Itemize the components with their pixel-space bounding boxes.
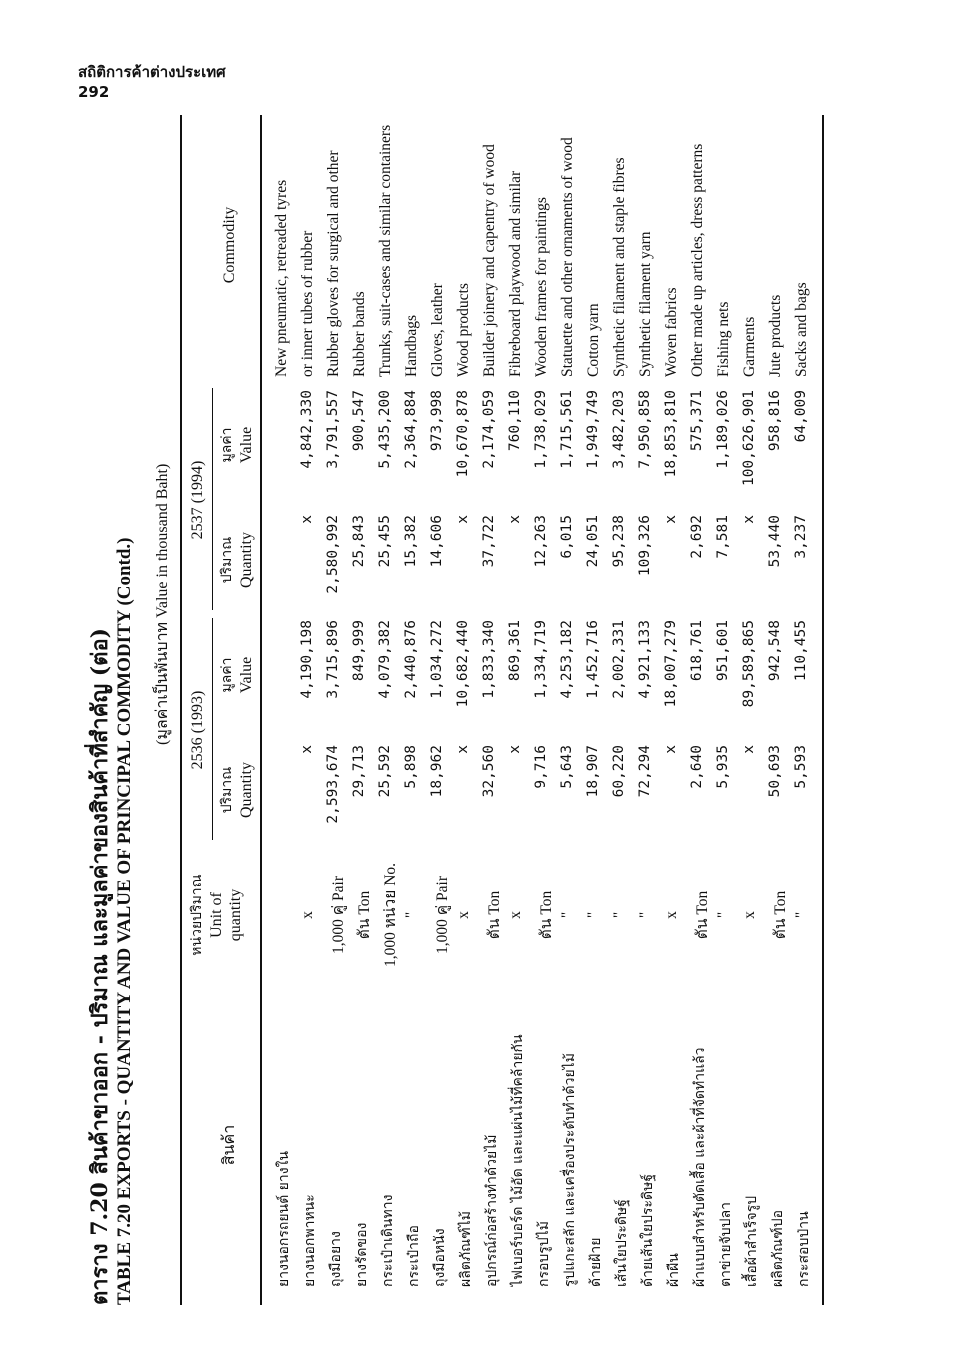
header-val-1993: [218, 625, 256, 725]
value-1994-cell: 1,189,026: [715, 390, 731, 469]
bottom-rule: [822, 115, 824, 1305]
unit-cell: ": [611, 911, 628, 919]
commodity-cell: Fibreboard playwood and similar: [507, 170, 524, 377]
quantity-1994-cell: x: [507, 515, 523, 524]
value-1993-cell: 2,002,331: [611, 620, 627, 699]
item-thai-cell: ผลิตภัณฑ์ปอ: [770, 1209, 786, 1287]
item-thai-cell: เส้นใยประดิษฐ์: [614, 1199, 630, 1287]
value-1994-cell: 10,670,878: [455, 390, 471, 478]
table-row: [322, 115, 348, 1305]
value-1993-cell: 1,034,272: [429, 620, 445, 699]
table-title-english: TABLE 7.20 EXPORTS - QUANTITY AND VALUE OF PRINCIPAL COMMODITY (Contd.): [114, 537, 135, 1305]
item-thai-cell: กระเป๋าถือ: [406, 1225, 422, 1287]
header-val-thai-1993: มูลค่า: [219, 657, 235, 693]
value-1993-cell: 951,601: [715, 620, 731, 682]
value-1994-cell: 64,009: [793, 390, 809, 443]
header-unit-en2: quantity: [227, 888, 244, 942]
unit-cell: x: [663, 911, 680, 919]
commodity-cell: New pneumatic, retreaded tyres: [273, 179, 290, 377]
quantity-1993-cell: 72,294: [637, 745, 653, 798]
quantity-1993-cell: 2,593,674: [325, 745, 341, 824]
value-1994-cell: 2,364,884: [403, 390, 419, 469]
quantity-1994-cell: 7,581: [715, 515, 731, 559]
item-thai-cell: ไฟเบอร์บอร์ด ไม้อัด และแผ่นไม้ที่คล้ายกัน: [510, 1034, 526, 1287]
table-row: [348, 115, 374, 1305]
header-qty-thai-1993: ปริมาณ: [219, 766, 235, 814]
commodity-cell: Handbags: [403, 315, 420, 377]
quantity-1993-cell: x: [455, 745, 471, 754]
unit-cell: ตัน Ton: [486, 890, 503, 940]
commodity-cell: Gloves, leather: [429, 283, 446, 377]
quantity-1993-cell: 5,935: [715, 745, 731, 789]
header-qty-en-1993: Quantity: [238, 762, 255, 818]
commodity-cell: Sacks and bags: [793, 282, 810, 377]
unit-cell: ตัน Ton: [538, 890, 555, 940]
quantity-1994-cell: x: [299, 515, 315, 524]
quantity-1993-cell: 25,592: [377, 745, 393, 798]
table-row: [608, 115, 634, 1305]
unit-cell: ": [637, 911, 654, 919]
value-1994-cell: 4,842,330: [299, 390, 315, 469]
value-1993-cell: 1,833,340: [481, 620, 497, 699]
quantity-1994-cell: 24,051: [585, 515, 601, 568]
quantity-1993-cell: 18,962: [429, 745, 445, 798]
commodity-cell: Garments: [741, 316, 758, 377]
table-row: [556, 115, 582, 1305]
unit-cell: ": [715, 911, 732, 919]
item-thai-cell: ถุงมือหนัง: [432, 1228, 448, 1287]
value-1994-cell: 3,791,557: [325, 390, 341, 469]
unit-cell: ": [403, 911, 420, 919]
unit-cell: ตัน Ton: [356, 890, 373, 940]
header-val-en-1993: Value: [238, 656, 255, 694]
unit-cell: x: [299, 911, 316, 919]
commodity-cell: Other made up articles, dress patterns: [689, 143, 706, 377]
value-1993-cell: 1,452,716: [585, 620, 601, 699]
item-thai-cell: ด้ายเส้นใยประดิษฐ์: [640, 1173, 656, 1287]
unit-cell: ": [793, 911, 810, 919]
quantity-1994-cell: 53,440: [767, 515, 783, 568]
header-bottom-rule: [260, 115, 262, 1305]
commodity-cell: or inner tubes of rubber: [299, 230, 316, 377]
table-row: [296, 115, 322, 1305]
running-head-title: สถิติการค้าต่างประเทศ: [78, 63, 226, 81]
item-thai-cell: ยางรัดของ: [354, 1222, 370, 1287]
value-1993-cell: 10,682,440: [455, 620, 471, 708]
table-row: [660, 115, 686, 1305]
header-val-1994: [218, 395, 256, 495]
quantity-1994-cell: 6,015: [559, 515, 575, 559]
table-row: [504, 115, 530, 1305]
value-1994-cell: 973,998: [429, 390, 445, 452]
header-qty-1994: [218, 510, 256, 610]
header-unit-en1: Unit of: [208, 892, 225, 938]
table-row: [400, 115, 426, 1305]
table-row: [530, 115, 556, 1305]
commodity-cell: Wooden frames for paintings: [533, 197, 550, 377]
value-1994-cell: 3,482,203: [611, 390, 627, 469]
value-1993-cell: 4,921,133: [637, 620, 653, 699]
running-head: [78, 62, 226, 102]
header-year-1994: 2537 (1994): [189, 460, 206, 540]
table-row: [452, 115, 478, 1305]
year-1994-rule: [212, 388, 213, 610]
unit-cell: x: [455, 911, 472, 919]
commodity-cell: Fishing nets: [715, 301, 732, 377]
table-row: [686, 115, 712, 1305]
value-1994-cell: 1,738,029: [533, 390, 549, 469]
quantity-1993-cell: 9,716: [533, 745, 549, 789]
quantity-1993-cell: 5,593: [793, 745, 809, 789]
value-1994-cell: 100,626,901: [741, 390, 757, 487]
header-unit: [188, 850, 245, 980]
value-1994-cell: 760,110: [507, 390, 523, 452]
quantity-1994-cell: x: [663, 515, 679, 524]
header-unit-thai: หน่วยปริมาณ: [189, 874, 205, 956]
value-1994-cell: 5,435,200: [377, 390, 393, 469]
value-1994-cell: 1,949,749: [585, 390, 601, 469]
unit-cell: ": [559, 911, 576, 919]
unit-cell: x: [741, 911, 758, 919]
unit-cell: 1,000 คู่ Pair: [434, 876, 451, 954]
quantity-1994-cell: 15,382: [403, 515, 419, 568]
value-1993-cell: 4,190,198: [299, 620, 315, 699]
table-row: [582, 115, 608, 1305]
value-1993-cell: 942,548: [767, 620, 783, 682]
value-1993-cell: 869,361: [507, 620, 523, 682]
value-1994-cell: 958,816: [767, 390, 783, 452]
header-item-thai: สินค้า: [221, 1124, 238, 1166]
quantity-1993-cell: 29,713: [351, 745, 367, 798]
commodity-cell: Synthetic filament and staple fibres: [611, 157, 628, 377]
unit-cell: 1,000 หน่วย No.: [382, 862, 399, 968]
value-1994-cell: 900,547: [351, 390, 367, 452]
quantity-1994-cell: 109,326: [637, 515, 653, 577]
item-thai-cell: รูปแกะสลัก และเครื่องประดับทำด้วยไม้: [562, 1053, 578, 1287]
quantity-1994-cell: 2,580,992: [325, 515, 341, 594]
header-val-thai-1994: มูลค่า: [219, 427, 235, 463]
quantity-1993-cell: 60,220: [611, 745, 627, 798]
table-row: [374, 115, 400, 1305]
commodity-cell: Trunks, suit-cases and similar containers: [377, 124, 394, 377]
unit-cell: ": [585, 911, 602, 919]
item-thai-cell: กระเป๋าเดินทาง: [380, 1194, 396, 1287]
value-1994-cell: 7,950,858: [637, 390, 653, 469]
header-qty-thai-1994: ปริมาณ: [219, 536, 235, 584]
value-1993-cell: 3,715,896: [325, 620, 341, 699]
quantity-1994-cell: 25,455: [377, 515, 393, 568]
table-row: [426, 115, 452, 1305]
quantity-1993-cell: 50,693: [767, 745, 783, 798]
quantity-1994-cell: 12,263: [533, 515, 549, 568]
commodity-cell: Builder joinery and capentry of wood: [481, 144, 498, 377]
value-1993-cell: 2,440,876: [403, 620, 419, 699]
value-1993-cell: 4,079,382: [377, 620, 393, 699]
value-1993-cell: 18,007,279: [663, 620, 679, 708]
table-row: [478, 115, 504, 1305]
table-row: [738, 115, 764, 1305]
commodity-cell: Synthetic filament yarn: [637, 231, 654, 377]
item-thai-cell: กรอบรูปไม้: [536, 1221, 552, 1287]
item-thai-cell: ด้ายฝ้าย: [588, 1237, 604, 1287]
value-1994-cell: 1,715,561: [559, 390, 575, 469]
header-val-en-1994: Value: [238, 426, 255, 464]
item-thai-cell: อุปกรณ์ก่อสร้างทำด้วยไม้: [484, 1134, 500, 1287]
quantity-1994-cell: x: [455, 515, 471, 524]
value-1993-cell: 4,253,182: [559, 620, 575, 699]
table-row: [712, 115, 738, 1305]
rotated-table-page: [70, 115, 900, 1305]
table-row: [270, 115, 296, 1305]
unit-cell: 1,000 คู่ Pair: [330, 876, 347, 954]
header-year-1993: 2536 (1993): [189, 690, 206, 770]
commodity-cell: Woven fabrics: [663, 287, 680, 377]
quantity-1994-cell: x: [741, 515, 757, 524]
item-thai-cell: ยางนอกรถยนต์ ยางใน: [276, 1151, 292, 1287]
quantity-1994-cell: 95,238: [611, 515, 627, 568]
commodity-cell: Statuette and other ornaments of wood: [559, 137, 576, 377]
header-commodity: Commodity: [221, 206, 238, 284]
commodity-cell: Cotton yarn: [585, 303, 602, 377]
commodity-cell: Jute products: [767, 294, 784, 377]
item-thai-cell: ผ้าแบบสำหรับตัดเสื้อ และผ้าที่จัดทำแล้ว: [692, 1047, 708, 1287]
item-thai-cell: ผ้าผืน: [666, 1253, 682, 1287]
top-rule: [180, 115, 182, 1305]
value-1993-cell: 618,761: [689, 620, 705, 682]
value-1993-cell: 89,589,865: [741, 620, 757, 708]
commodity-cell: Wood products: [455, 283, 472, 377]
page-number: 292: [78, 83, 110, 101]
quantity-1993-cell: x: [663, 745, 679, 754]
commodity-cell: Rubber gloves for surgical and other: [325, 150, 342, 377]
value-1993-cell: 849,999: [351, 620, 367, 682]
commodity-cell: Rubber bands: [351, 291, 368, 377]
table-subtitle: (มูลค่าเป็นพันบาท Value in thousand Baht): [154, 463, 171, 745]
quantity-1994-cell: 25,843: [351, 515, 367, 568]
quantity-1993-cell: x: [299, 745, 315, 754]
quantity-1993-cell: x: [507, 745, 523, 754]
quantity-1994-cell: 3,237: [793, 515, 809, 559]
item-thai-cell: ผลิตภัณฑ์ไม้: [458, 1211, 474, 1287]
value-1994-cell: 2,174,059: [481, 390, 497, 469]
year-1993-rule: [212, 618, 213, 840]
unit-cell: ตัน Ton: [694, 890, 711, 940]
item-thai-cell: ยางนอกพาหนะ: [302, 1194, 318, 1287]
header-qty-1993: [218, 740, 256, 840]
quantity-1994-cell: 2,692: [689, 515, 705, 559]
value-1994-cell: 18,853,810: [663, 390, 679, 478]
quantity-1994-cell: 37,722: [481, 515, 497, 568]
item-thai-cell: กระสอบป่าน: [796, 1211, 812, 1287]
table-row: [634, 115, 660, 1305]
quantity-1993-cell: 18,907: [585, 745, 601, 798]
header-qty-en-1994: Quantity: [238, 532, 255, 588]
quantity-1993-cell: 5,643: [559, 745, 575, 789]
quantity-1993-cell: x: [741, 745, 757, 754]
table-row: [764, 115, 790, 1305]
value-1993-cell: 1,334,719: [533, 620, 549, 699]
unit-cell: x: [507, 911, 524, 919]
item-thai-cell: ตาข่ายจับปลา: [718, 1201, 734, 1287]
value-1994-cell: 575,371: [689, 390, 705, 452]
item-thai-cell: เสื้อผ้าสำเร็จรูป: [744, 1195, 760, 1287]
table-title-thai: ตาราง 7.20 สินค้าขาออก - ปริมาณ และมูลค่าของสินค้าที่สำคัญ (ต่อ): [87, 627, 113, 1305]
table-row: [790, 115, 816, 1305]
quantity-1993-cell: 32,560: [481, 745, 497, 798]
quantity-1993-cell: 5,898: [403, 745, 419, 789]
value-1993-cell: 110,455: [793, 620, 809, 682]
item-thai-cell: ถุงมือยาง: [328, 1231, 344, 1287]
quantity-1994-cell: 14,606: [429, 515, 445, 568]
unit-cell: ตัน Ton: [772, 890, 789, 940]
quantity-1993-cell: 2,640: [689, 745, 705, 789]
